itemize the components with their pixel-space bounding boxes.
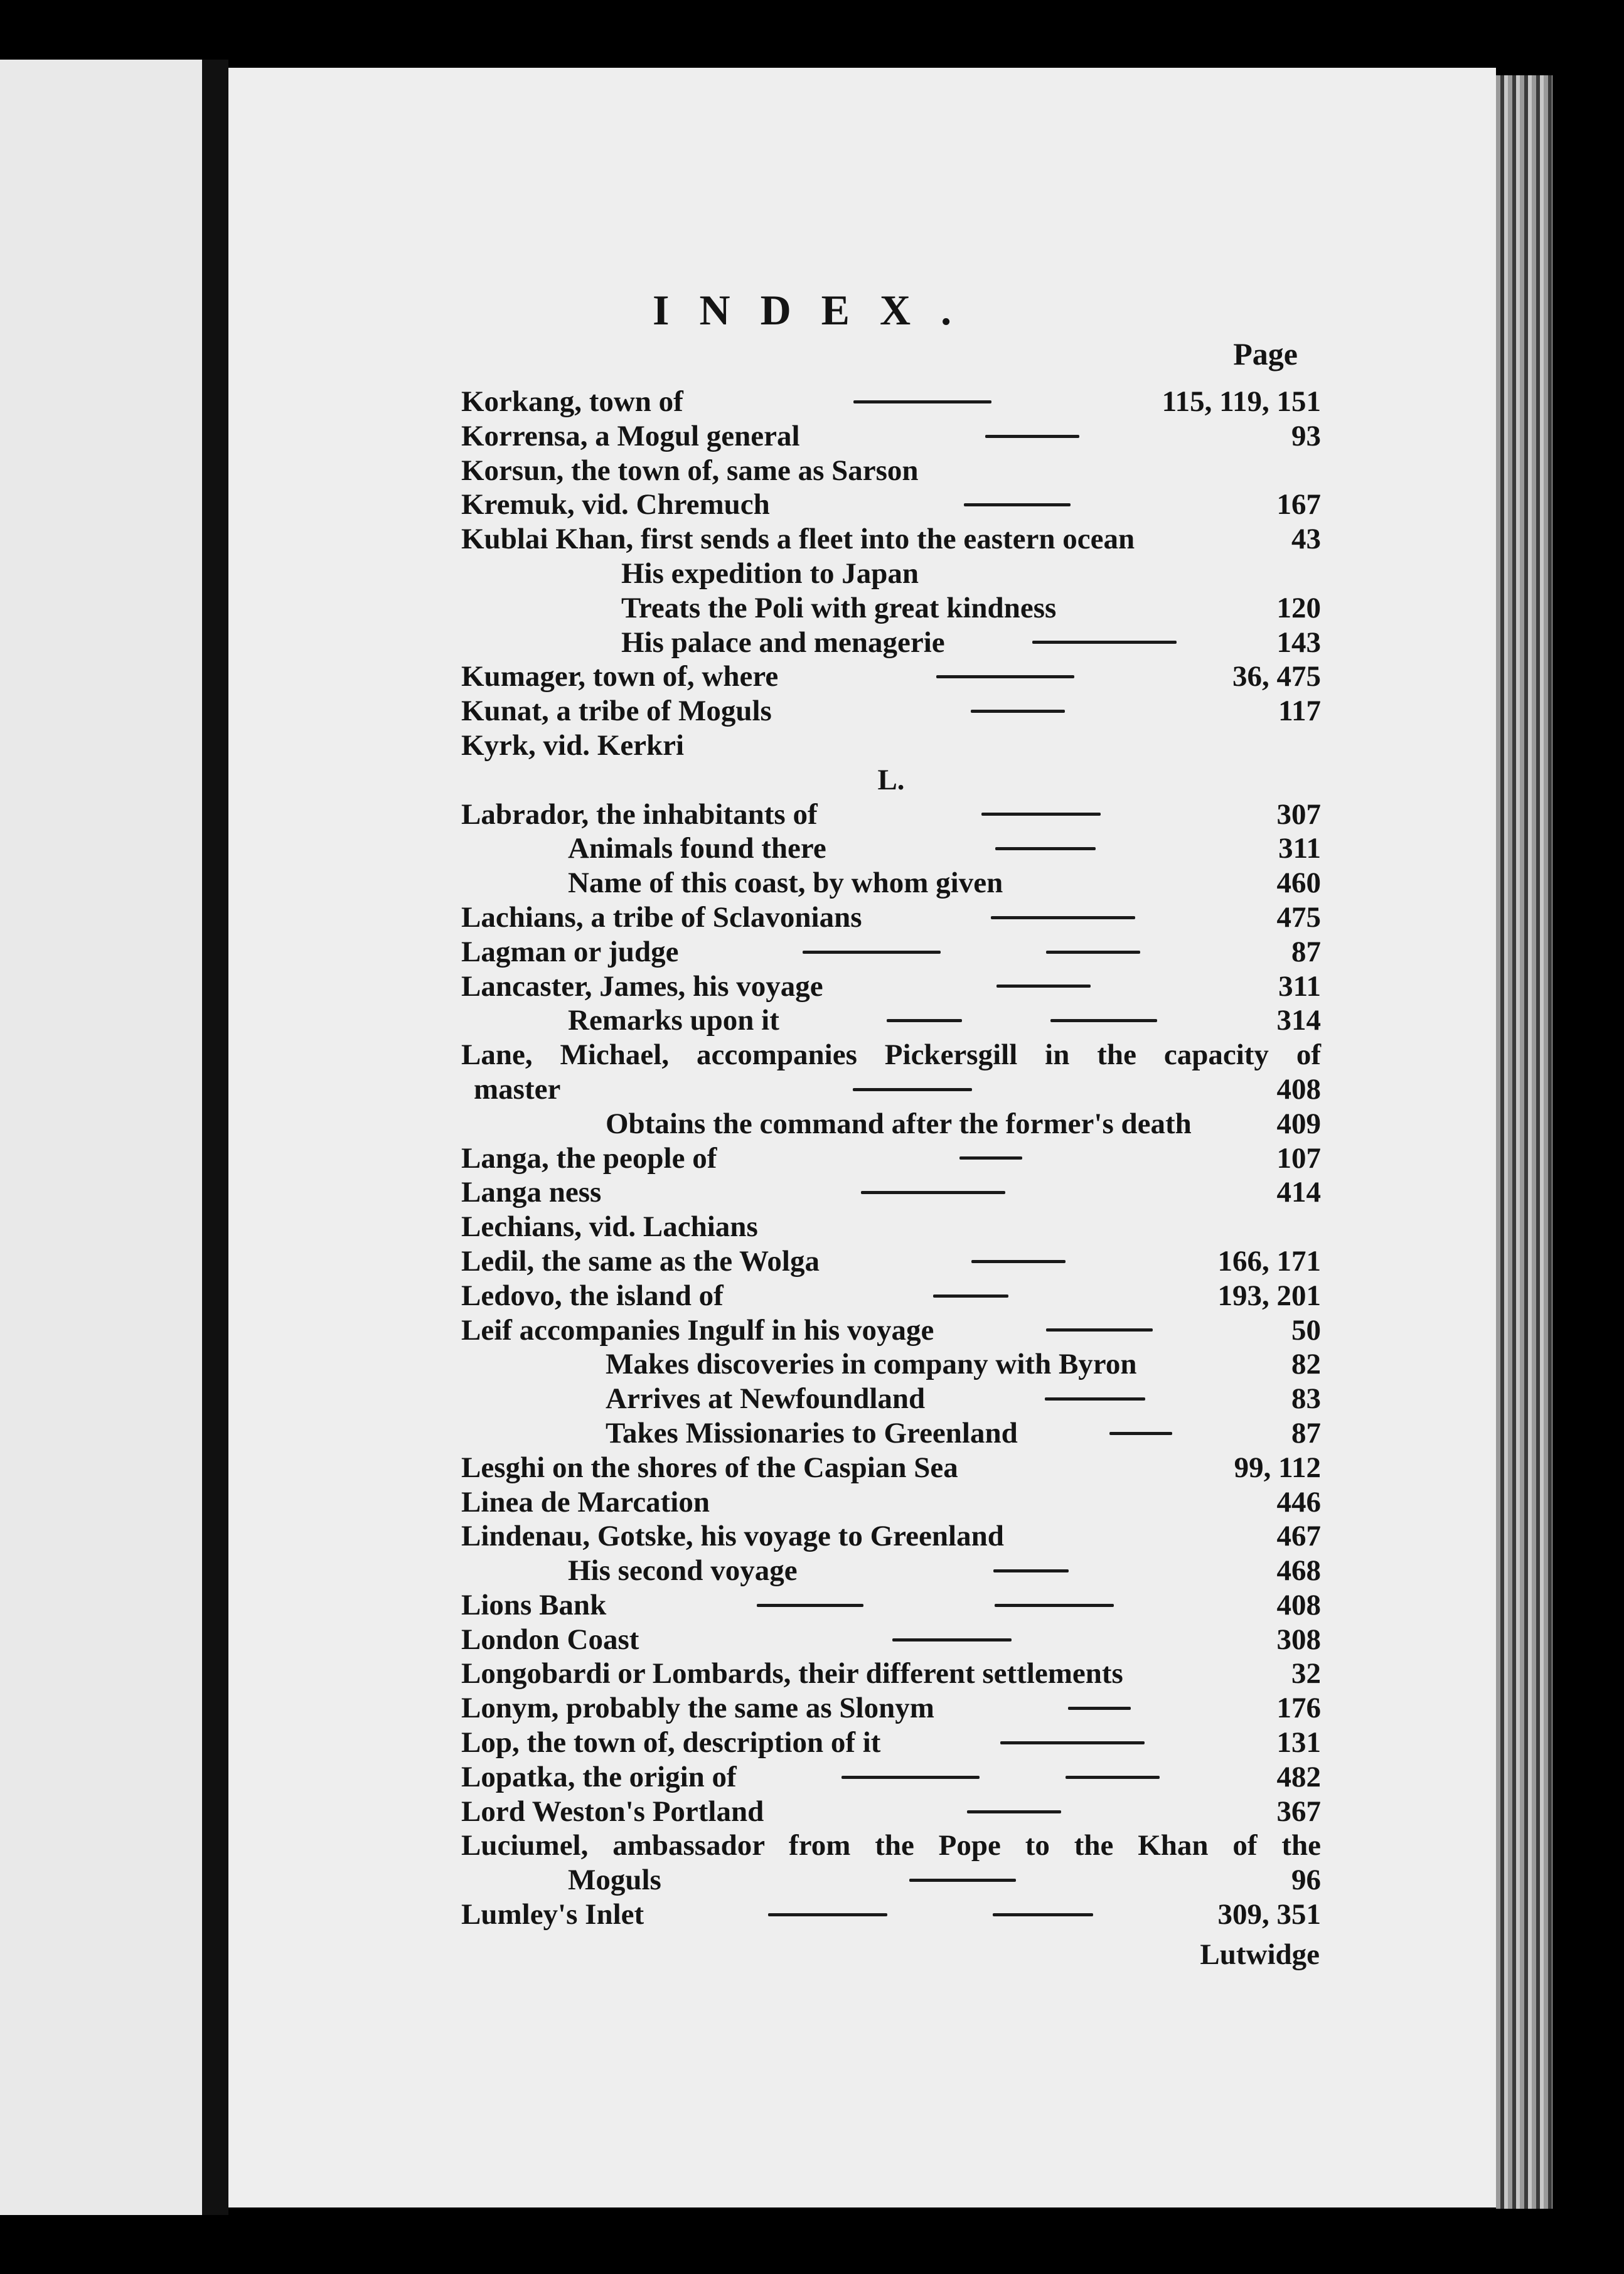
leader-dashes xyxy=(737,1760,1264,1795)
page-number: 309, 351 xyxy=(1217,1898,1321,1931)
leader-dash xyxy=(936,675,1074,678)
page-number: 96 xyxy=(1291,1864,1321,1897)
leader-dashes xyxy=(1056,591,1264,626)
page-number: 367 xyxy=(1276,1795,1321,1828)
entry-text: Kremuk, vid. Chremuch xyxy=(461,488,770,521)
leader-dashes xyxy=(1018,1416,1264,1451)
leader-dashes xyxy=(778,659,1232,694)
page-number: 307 xyxy=(1276,798,1321,831)
leader-dash xyxy=(1109,1432,1172,1435)
page-number: 50 xyxy=(1291,1313,1321,1347)
leader-dash xyxy=(841,1776,980,1779)
leader-dash xyxy=(993,1913,1093,1916)
index-entry xyxy=(461,763,1321,798)
index-entry xyxy=(461,1657,1321,1691)
entry-text: Lions Bank xyxy=(461,1588,607,1621)
leader-dash xyxy=(967,1810,1061,1813)
index-entry xyxy=(461,1451,1321,1485)
entry-text: Obtains the command after the former's death xyxy=(606,1107,1192,1140)
leader-dashes xyxy=(606,1588,1264,1623)
facing-page xyxy=(0,60,202,2215)
page-number: 166, 171 xyxy=(1217,1244,1321,1278)
leader-dash xyxy=(1046,1328,1153,1332)
index-entry xyxy=(461,1072,1321,1107)
entry-text: Kumager, town of, where xyxy=(461,660,779,693)
page-column-header: Page xyxy=(1233,336,1298,371)
entry-text: Kyrk, vid. Kerkri xyxy=(461,729,685,762)
entry-text: Takes Missionaries to Greenland xyxy=(606,1416,1018,1449)
entry-text: London Coast xyxy=(461,1623,639,1656)
leader-dash xyxy=(985,435,1079,438)
leader-dash xyxy=(971,710,1065,713)
index-entry xyxy=(461,454,1321,488)
leader-dash xyxy=(887,1019,962,1022)
leader-dashes xyxy=(644,1898,1217,1932)
leader-dash xyxy=(981,813,1101,816)
leader-dashes xyxy=(826,831,1264,866)
index-entry xyxy=(461,1726,1321,1760)
page-number: 467 xyxy=(1276,1520,1321,1553)
entry-text: Lonym, probably the same as Slonym xyxy=(461,1692,934,1725)
leader-dashes xyxy=(560,1072,1264,1107)
entry-text: Korrensa, a Mogul general xyxy=(461,419,800,452)
leader-dashes xyxy=(764,1795,1264,1829)
page-number: 115, 119, 151 xyxy=(1162,385,1321,418)
page-number: 482 xyxy=(1276,1760,1321,1793)
entry-text: Animals found there xyxy=(568,832,826,865)
index-entry xyxy=(461,1554,1321,1588)
page-number: 176 xyxy=(1276,1692,1321,1725)
leader-dashes xyxy=(934,1691,1264,1726)
index-entry xyxy=(461,1416,1321,1451)
leader-dashes xyxy=(800,419,1264,454)
entry-text: Ledovo, the island of xyxy=(461,1279,724,1312)
page-number: 131 xyxy=(1276,1726,1321,1759)
index-entry xyxy=(461,694,1321,729)
entry-text: master xyxy=(474,1072,561,1106)
page-number: 120 xyxy=(1276,591,1321,624)
entry-text: Langa ness xyxy=(461,1176,602,1209)
index-entry xyxy=(461,1898,1321,1932)
entry-text: Lechians, vid. Lachians xyxy=(461,1210,758,1244)
leader-dashes xyxy=(823,969,1264,1004)
index-entries xyxy=(461,385,1321,1932)
page-number: 311 xyxy=(1278,832,1321,865)
leader-dashes xyxy=(1192,1107,1264,1141)
index-entry xyxy=(461,1795,1321,1829)
leader-dashes xyxy=(1003,866,1264,900)
page-number: 87 xyxy=(1291,935,1321,968)
leader-dash xyxy=(1000,1741,1145,1744)
entry-text: Linea de Marcation xyxy=(461,1485,710,1519)
index-entry xyxy=(461,1519,1321,1554)
index-entry xyxy=(461,557,1321,591)
index-entry xyxy=(461,1691,1321,1726)
leader-dashes xyxy=(820,1244,1218,1279)
leader-dash xyxy=(909,1879,1016,1882)
leader-dashes xyxy=(1135,522,1264,557)
page-number: 308 xyxy=(1276,1623,1321,1656)
leader-dash xyxy=(853,1088,972,1091)
leader-dashes xyxy=(724,1279,1218,1313)
index-entry xyxy=(461,1244,1321,1279)
leader-dash xyxy=(853,400,991,403)
index-entry xyxy=(461,626,1321,660)
page-number: 311 xyxy=(1278,969,1321,1003)
entry-text: Langa, the people of xyxy=(461,1141,717,1175)
index-entry xyxy=(461,935,1321,969)
leader-dash xyxy=(892,1638,1012,1641)
entry-text: Lesghi on the shores of the Caspian Sea xyxy=(461,1451,958,1484)
leader-dashes xyxy=(880,1726,1264,1760)
page-number: 93 xyxy=(1291,419,1321,452)
leader-dashes xyxy=(958,1451,1234,1485)
page-number: 475 xyxy=(1276,900,1321,934)
index-entry xyxy=(461,798,1321,832)
index-entry xyxy=(461,1313,1321,1348)
entry-text: His second voyage xyxy=(568,1554,798,1588)
page-number: 99, 112 xyxy=(1234,1451,1321,1484)
page-number: 460 xyxy=(1276,867,1321,900)
index-entry xyxy=(461,488,1321,522)
leader-dash xyxy=(995,847,1096,850)
entry-text: Makes discoveries in company with Byron xyxy=(606,1348,1137,1381)
page-number: 117 xyxy=(1278,695,1321,728)
page-number: 32 xyxy=(1291,1657,1321,1690)
leader-dash xyxy=(959,1156,1022,1160)
entry-text: Treats the Poli with great kindness xyxy=(621,591,1057,624)
index-entry xyxy=(461,1107,1321,1141)
index-entry xyxy=(461,1279,1321,1313)
index-entry xyxy=(461,1175,1321,1210)
leader-dash xyxy=(757,1604,863,1607)
index-entry xyxy=(461,1588,1321,1623)
leader-dashes xyxy=(684,729,1264,763)
index-entry xyxy=(461,591,1321,626)
leader-dashes xyxy=(772,694,1264,729)
leader-dashes xyxy=(798,1554,1264,1588)
page-number: 143 xyxy=(1276,626,1321,659)
entry-text: Lachians, a tribe of Sclavonians xyxy=(461,900,862,934)
leader-dashes xyxy=(919,557,1264,591)
index-entry xyxy=(461,1038,1321,1072)
leader-dashes xyxy=(1123,1657,1264,1691)
leader-dash xyxy=(1046,951,1140,954)
entry-text: Luciumel, ambassador from the Pope to the Khan of the xyxy=(461,1829,1321,1862)
index-entry xyxy=(461,1382,1321,1416)
page-number: 193, 201 xyxy=(1217,1279,1321,1312)
page-number: 107 xyxy=(1276,1141,1321,1175)
index-entry xyxy=(461,1485,1321,1520)
leader-dashes xyxy=(862,900,1265,935)
page-number: 408 xyxy=(1276,1072,1321,1106)
leader-dashes xyxy=(661,1863,1264,1898)
index-entry xyxy=(461,522,1321,557)
index-entry xyxy=(461,1347,1321,1382)
leader-dashes xyxy=(1004,1519,1264,1554)
book-gutter xyxy=(202,60,228,2215)
entry-text: Labrador, the inhabitants of xyxy=(461,798,818,831)
index-entry xyxy=(461,1828,1321,1863)
page-number: 83 xyxy=(1291,1382,1321,1416)
leader-dash xyxy=(996,985,1091,988)
leader-dashes xyxy=(683,385,1162,419)
leader-dashes xyxy=(717,1141,1264,1176)
entry-text: Lagman or judge xyxy=(461,935,679,968)
page-number: 167 xyxy=(1276,488,1321,521)
leader-dashes xyxy=(678,935,1264,969)
index-entry xyxy=(461,1210,1321,1244)
leader-dash xyxy=(1032,641,1177,644)
index-entry xyxy=(461,969,1321,1004)
index-entry xyxy=(461,659,1321,694)
entry-text: His palace and menagerie xyxy=(621,626,945,659)
page-number: 87 xyxy=(1291,1416,1321,1449)
page-number: 314 xyxy=(1276,1004,1321,1037)
page-number: 446 xyxy=(1276,1485,1321,1519)
index-entry xyxy=(461,1623,1321,1657)
page-number: 409 xyxy=(1276,1107,1321,1140)
leader-dash xyxy=(1066,1776,1160,1779)
index-entry xyxy=(461,1141,1321,1176)
entry-text: Korsun, the town of, same as Sarson xyxy=(461,454,919,487)
index-entry xyxy=(461,419,1321,454)
entry-text: Remarks upon it xyxy=(568,1004,779,1037)
entry-text: Lopatka, the origin of xyxy=(461,1760,737,1793)
index-entry xyxy=(461,385,1321,419)
leader-dashes xyxy=(758,1210,1264,1244)
index-entry xyxy=(461,1760,1321,1795)
entry-text: Kunat, a tribe of Moguls xyxy=(461,695,772,728)
entry-text: Leif accompanies Ingulf in his voyage xyxy=(461,1313,934,1347)
page-edges xyxy=(1496,75,1552,2209)
leader-dash xyxy=(991,916,1135,919)
entry-text: His expedition to Japan xyxy=(621,557,919,590)
leader-dash xyxy=(933,1294,1008,1298)
leader-dash xyxy=(995,1604,1114,1607)
leader-dash xyxy=(1050,1019,1157,1022)
page-number: 414 xyxy=(1276,1176,1321,1209)
leader-dash xyxy=(803,951,941,954)
leader-dash xyxy=(1068,1707,1131,1710)
leader-dashes xyxy=(770,488,1264,522)
index-entry xyxy=(461,729,1321,763)
page-number: 408 xyxy=(1276,1588,1321,1621)
entry-text: Ledil, the same as the Wolga xyxy=(461,1244,820,1278)
entry-text: Lindenau, Gotske, his voyage to Greenland xyxy=(461,1520,1004,1553)
index-entry xyxy=(461,1003,1321,1038)
leader-dashes xyxy=(779,1003,1264,1038)
entry-text: Lancaster, James, his voyage xyxy=(461,969,823,1003)
entry-text: Kublai Khan, first sends a fleet into the eastern ocean xyxy=(461,523,1135,556)
index-entry xyxy=(461,866,1321,900)
page-number: 82 xyxy=(1291,1348,1321,1381)
leader-dashes xyxy=(639,1623,1264,1657)
leader-dash xyxy=(971,1260,1066,1263)
entry-text: Lord Weston's Portland xyxy=(461,1795,764,1828)
section-letter: L. xyxy=(877,763,905,796)
entry-text: Lumley's Inlet xyxy=(461,1898,644,1931)
entry-text: Korkang, town of xyxy=(461,385,683,418)
page-number: 43 xyxy=(1291,523,1321,556)
leader-dash xyxy=(964,503,1071,506)
leader-dashes xyxy=(934,1313,1264,1348)
leader-dashes xyxy=(710,1485,1264,1520)
index-entry xyxy=(461,900,1321,935)
leader-dash xyxy=(1045,1397,1145,1401)
leader-dash xyxy=(861,1191,1005,1194)
leader-dashes xyxy=(945,626,1264,660)
leader-dashes xyxy=(601,1175,1264,1210)
index-entry xyxy=(461,831,1321,866)
page-number: 36, 475 xyxy=(1232,660,1321,693)
entry-text: Longobardi or Lombards, their different settlements xyxy=(461,1657,1123,1690)
entry-text: Arrives at Newfoundland xyxy=(606,1382,926,1416)
entry-text: Lane, Michael, accompanies Pickersgill in the capacity of xyxy=(461,1038,1321,1072)
page-title: INDEX. xyxy=(653,286,982,334)
leader-dash xyxy=(768,1913,887,1916)
entry-text: Lop, the town of, description of it xyxy=(461,1726,881,1759)
page-number: 468 xyxy=(1276,1554,1321,1588)
leader-dashes xyxy=(1136,1347,1264,1382)
leader-dashes xyxy=(919,454,1264,488)
leader-dashes xyxy=(925,1382,1264,1416)
entry-text: Moguls xyxy=(568,1864,661,1897)
entry-text: Name of this coast, by whom given xyxy=(568,867,1003,900)
catchword: Lutwidge xyxy=(1200,1938,1320,1971)
leader-dashes xyxy=(818,798,1264,832)
leader-dash xyxy=(993,1569,1069,1572)
index-entry xyxy=(461,1863,1321,1898)
